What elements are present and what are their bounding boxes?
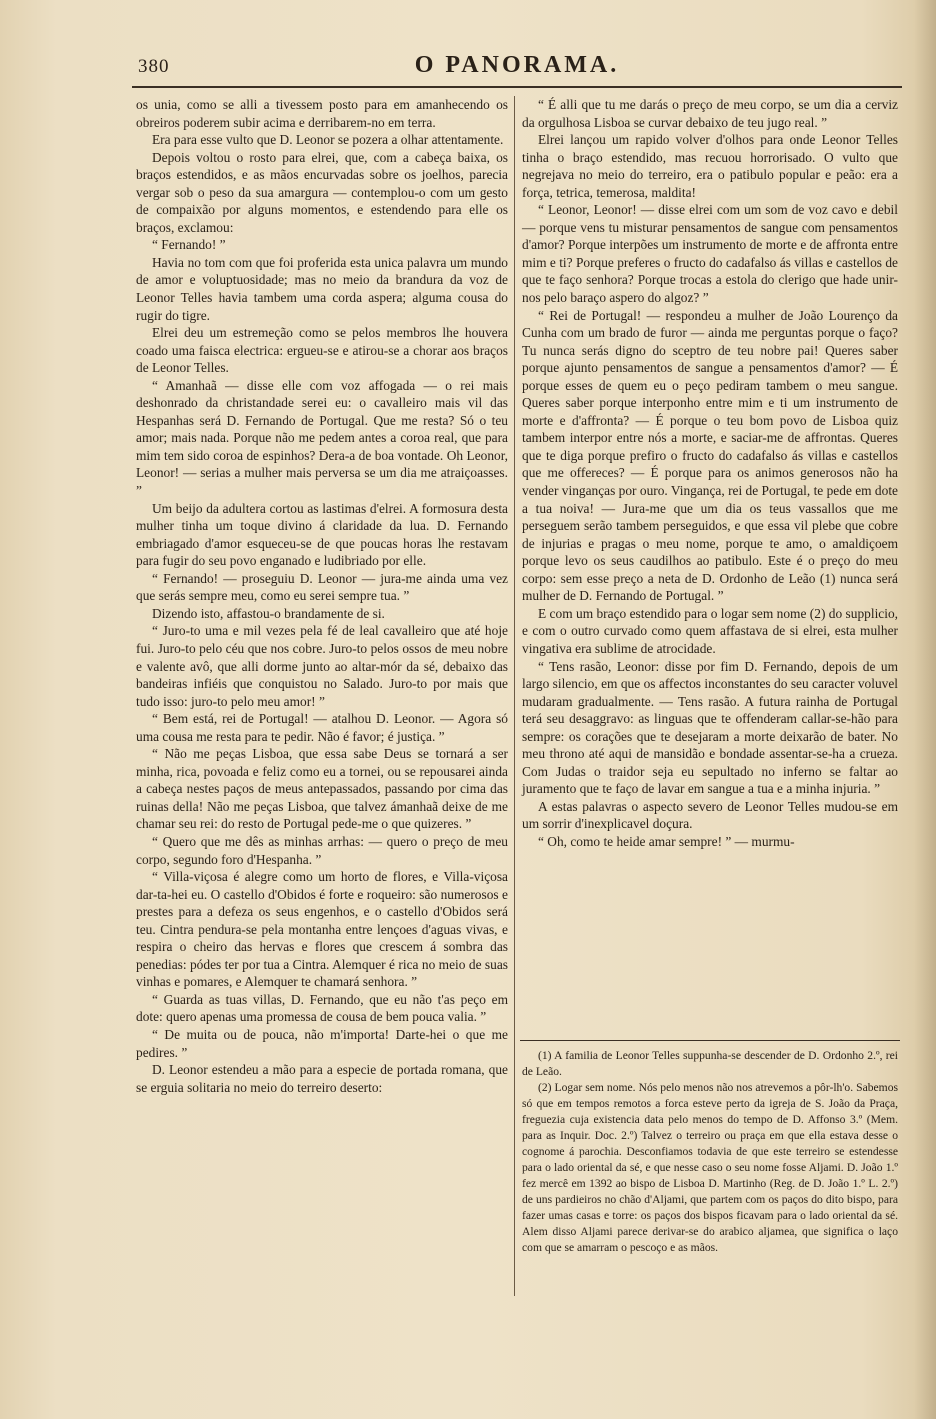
paragraph: D. Leonor estendeu a mão para a especie de portada romana, que se erguia solitaria no meio do terreiro deserto:	[136, 1062, 508, 1095]
paragraph: Elrei lançou um rapido volver d'olhos para onde Leonor Telles tinha o braço estendido, mas recuou horrorisado. O vulto que negrejava no meio do terreiro, era o patibulo popular e peão: era a força, tetrica, temerosa, maldita!	[522, 132, 898, 200]
paragraph: “ Bem está, rei de Portugal! — atalhou D. Leonor. — Agora só uma cousa me resta para te pedir. Não é favor; é justiça. ”	[136, 711, 508, 744]
paragraph: “ Tens rasão, Leonor: disse por fim D. Fernando, depois de um largo silencio, em que os affectos inconstantes do seu caracter voluvel mudaram gradualmente. — Tens rasão. A futura rainha de Portugal terá seu desaggravo: as linguas que te offenderam callar-se-hão para sempre: os corações que te desejaram a morte deixarão de bater. No meu throno até aqui de mansidão e bondade assentar-se-ha a crueza. Com Judas o traidor seja eu sepultado no inferno se faltar ao juramento que te faço de lavar em sangue a tua e a minha injuria. ”	[522, 658, 898, 797]
paragraph: Depois voltou o rosto para elrei, que, com a cabeça baixa, os braços estendidos, e as mãos encurvadas sobre os joelhos, parecia vergar sob o peso da sua amargura — contemplou-o com um gesto de compaixão por alguns momentos, e estendendo para elle os braços, exclamou:	[136, 149, 508, 235]
paragraph: “ Leonor, Leonor! — disse elrei com um som de voz cavo e debil — porque vens tu misturar pensamentos de sangue com pensamentos d'amor? Porque interpões um instrumento de morte e de affronta entre mim e ti? Porque preferes o fructo do cadafalso ás villas e castellos de que te faço senhora? Porque trocas a estola do clerigo que hade unir-nos pelo baraço aspero do algoz? ”	[522, 202, 898, 306]
paragraph: “ Rei de Portugal! — respondeu a mulher de João Lourenço da Cunha com um brado de furor — ainda me perguntas porque o faço? Tu nunca serás digno do sceptro de teu nobre pai! Queres saber porque ajunto pensamentos de sangue a pensamentos d'amor? — É porque esses de quem eu o peço pediram tambem o meu sangue. Queres saber porque interponho entre mim e ti um instrumento de morte e d'affronta? — É porque o teu bom povo de Lisboa quiz tambem interpor entre nós a morte, e saciar-me de affrontas. Queres que te diga porque prefiro o fructo do cadafalso ás villas e castellos que me offereces? — É porque para os animos generosos não ha vender vinganças por ouro. Vingança, rei de Portugal, te pede em dote a tua noiva! — Jura-me que um dia os teus vassallos que me perseguem serão tambem perseguidos, e que essa vil plebe que cobre de injurias e pragas o meu nome, porque te amo, o amaldiçoem porque levo os seus caudilhos ao patibulo. Este é o preço do meu corpo: sem esse preço a neta de D. Ordonho de Leão (1) nunca será mulher de D. Fernando de Portugal. ”	[522, 307, 898, 604]
paragraph: “ Guarda as tuas villas, D. Fernando, que eu não t'as peço em dote: quero apenas uma promessa de cousa de bem pouca valia. ”	[136, 991, 508, 1025]
paragraph: “ Villa-viçosa é alegre como um horto de flores, e Villa-viçosa dar-ta-hei eu. O castello d'Obidos é forte e roqueiro: são numerosos e prestes para a defeza os seus engenhos, e o castello d'Obidos será teu. Cintra pendura-se pela montanha entre lençoes d'aguas vivas, e respira o cheiro das hervas e flores que crescem á sombra das penedias: pódes ter por tua a Cintra. Alemquer é rica no meio de suas vinhas e pomares, e Alemquer te chamará senhora. ”	[136, 869, 508, 990]
footnotes	[522, 1048, 898, 1256]
paragraph: “ Não me peças Lisboa, que essa sabe Deus se tornará a ser minha, rica, povoada e feliz como eu a tornei, ou se repousarei ainda a cabeça nestes paços de meus antepassados, passando por cima das ruinas della! Não me peças Lisboa, que talvez ámanhaã deixe de me chamar seu rei: do resto de Portugal pede-me o que quizeres. ”	[136, 746, 508, 832]
footnote: (1) A familia de Leonor Telles suppunha-se descender de D. Ordonho 2.º, rei de Leão.	[522, 1049, 898, 1078]
paragraph: Elrei deu um estremeção como se pelos membros lhe houvera coado uma faisca electrica: ergueu-se e atirou-se a chorar aos braços de Leonor Telles.	[136, 325, 508, 376]
paragraph: “ É alli que tu me darás o preço de meu corpo, se um dia a cerviz da orgulhosa Lisboa se curvar debaixo de teu jugo real. ”	[522, 97, 898, 130]
paragraph: “ Fernando! — proseguiu D. Leonor — jura-me ainda uma vez que serás sempre meu, como eu serei sempre tua. ”	[136, 570, 508, 604]
page-number: 380	[138, 56, 170, 77]
paragraph: “ De muita ou de pouca, não m'importa! Darte-hei o que me pedires. ”	[136, 1026, 508, 1060]
left-column	[136, 96, 508, 1096]
paragraph: os unia, como se alli a tivessem posto para em amanhecendo os obreiros poderem subir acima e derribarem-no em terra.	[136, 97, 508, 130]
page-edge-shadow	[914, 0, 936, 1419]
column-divider	[514, 96, 515, 1296]
paragraph: “ Fernando! ”	[152, 237, 226, 253]
page-header	[132, 52, 902, 82]
paragraph: Havia no tom com que foi proferida esta unica palavra um mundo de amor e voluptuosidade; mas no meio da brandura da voz de Leonor Telles havia tambem uma corda aspera; alguma cousa do rugir do tigre.	[136, 254, 508, 323]
right-column	[522, 96, 898, 851]
paragraph: Um beijo da adultera cortou as lastimas d'elrei. A formosura desta mulher tinha um toque divino á claridade da lua. D. Fernando embriagado d'amor esqueceu-se de que poucas horas lhe restavam para fugir do seu povo enganado e ludibriado por elle.	[136, 500, 508, 569]
paragraph: “ Oh, como te heide amar sempre! ” — murmu-	[538, 833, 795, 849]
journal-title: O PANORAMA.	[414, 52, 620, 78]
paragraph: E com um braço estendido para o logar sem nome (2) do supplicio, e com o outro curvado como quem affastava de si elrei, esta mulher vingativa era sublime de atrocidade.	[522, 605, 898, 656]
header-rule	[132, 86, 902, 88]
footnotes-rule	[520, 1040, 900, 1041]
paragraph: A estas palavras o aspecto severo de Leonor Telles mudou-se em um sorrir d'inexplicavel doçura.	[522, 798, 898, 832]
footnote: (2) Logar sem nome. Nós pelo menos não nos atrevemos a pôr-lh'o. Sabemos só que em tempos remotos a forca esteve perto da igreja de S. João da Praça, freguezia cuja existencia data pelo menos do tempo de D. Affonso 3.º (Mem. para as Inquir. Doc. 2.º) Talvez o terreiro ou praça em que ella estava desse o cognome á parochia. Desconfiamos todavia de que este terreiro se estendesse para o lado oriental da sé, e que nesse caso o seu nome fosse Aljami. D. João 1.º fez mercê em 1392 ao bispo de Lisboa D. Martinho (Reg. de D. João 1.º L. 2.º) de uns pardieiros no chão d'Aljami, que partem com os paços do dito bispo, para fazer umas casas e torre: os paços dos bispos ficavam para o lado oriental da sé. Alem disso Aljami parece derivar-se do arabico aljamea, que significa o laço com que se amarram o pescoço e as mãos.	[522, 1081, 898, 1254]
paragraph: Era para esse vulto que D. Leonor se pozera a olhar attentamente.	[152, 132, 504, 148]
paragraph: “ Juro-to uma e mil vezes pela fé de leal cavalleiro que até hoje fui. Juro-to pelo céu que nos cobre. Juro-to pelos ossos de meu nobre e valente avô, que alli dorme junto ao altar-mór da sé, debaixo das bandeiras infiéis que conquistou no Salado. Juro-to por mais que tudo isso: juro-to pelo meu amor! ”	[136, 623, 508, 709]
paragraph: “ Quero que me dês as minhas arrhas: — quero o preço de meu corpo, segundo foro d'Hespanha. ”	[136, 833, 508, 867]
paragraph: “ Amanhaã — disse elle com voz affogada — o rei mais deshonrado da christandade serei eu: o cavalleiro mais vil das Hespanhas será D. Fernando de Portugal. Que me resta? Só o teu amor; mais nada. Porque não me pedem antes a coroa real, que para mim tem sido coroa de espinhos? Dera-a de boa vontade. Oh Leonor, Leonor! — serias a mulher mais perversa se um dia me atraiçoasses. ”	[136, 377, 508, 499]
paragraph: Dizendo isto, affastou-o brandamente de si.	[152, 605, 385, 621]
